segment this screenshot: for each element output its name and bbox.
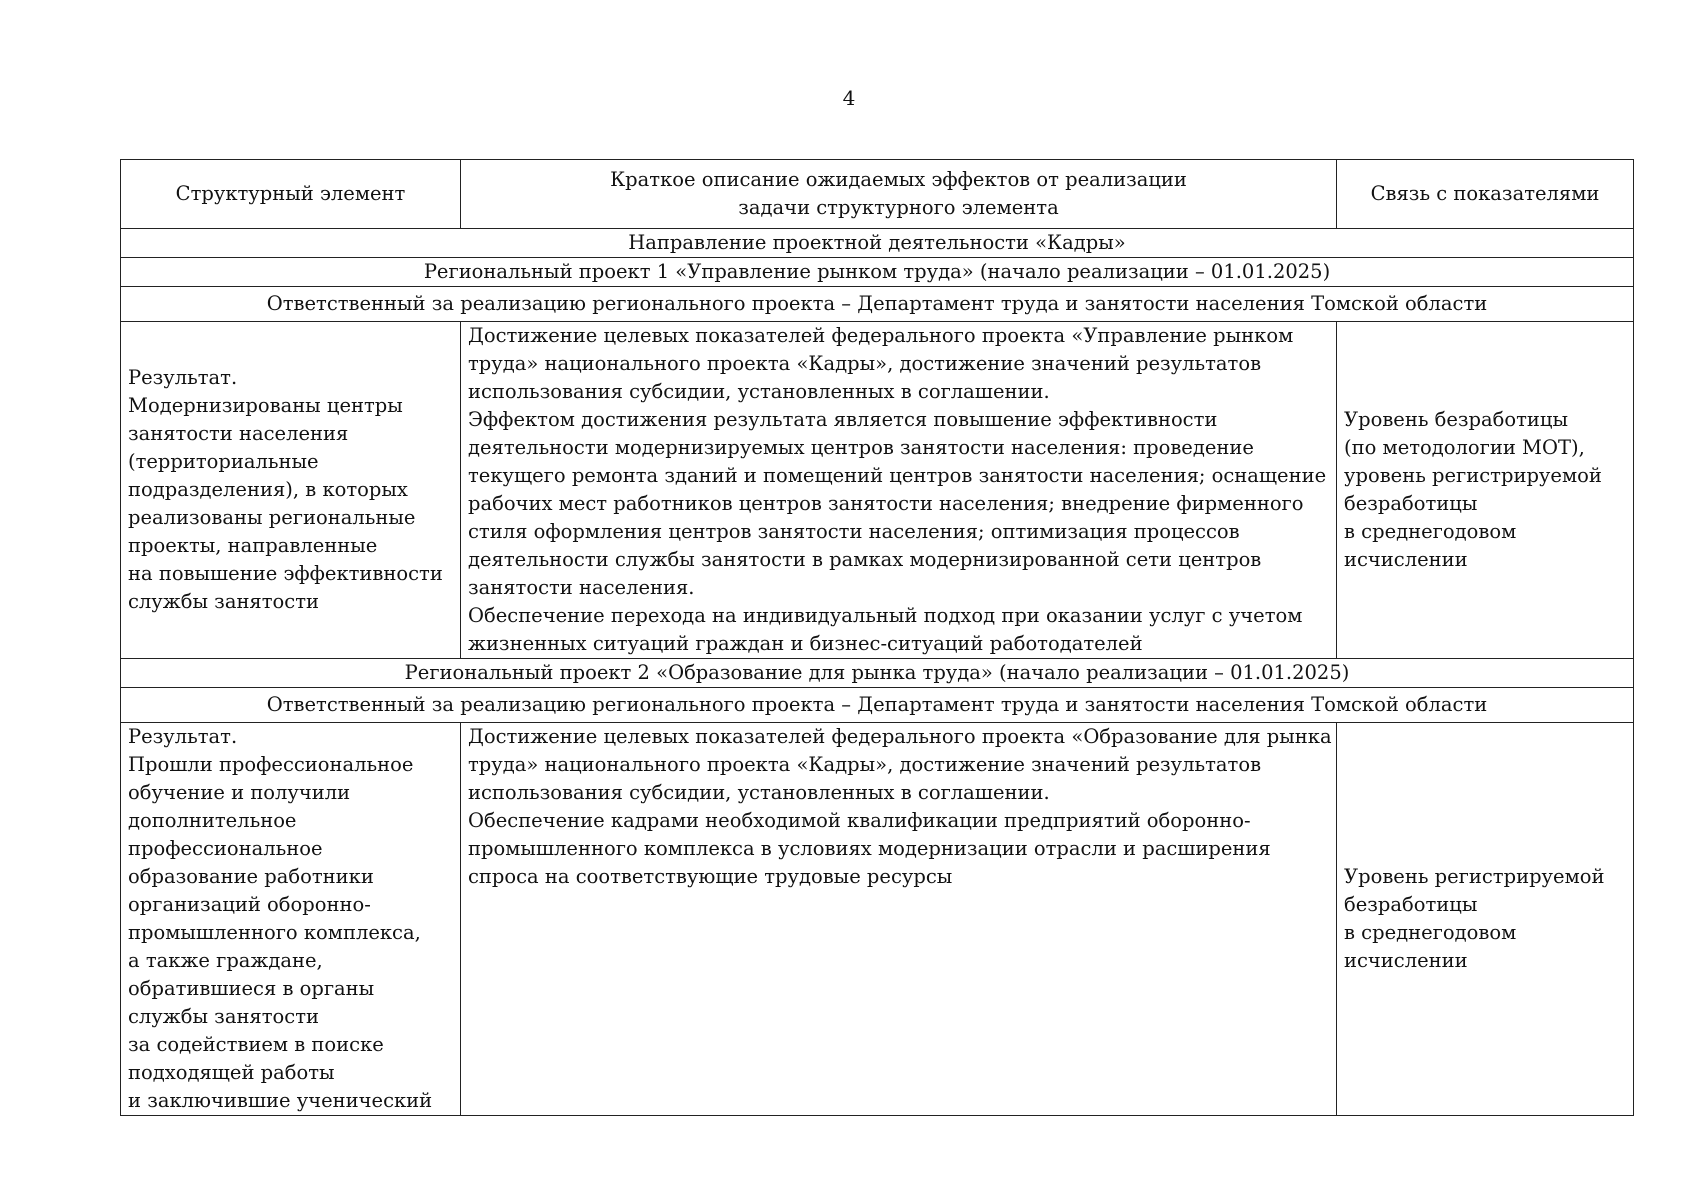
description-line: труда» национального проекта «Кадры», достижение значений результатов bbox=[468, 753, 1262, 776]
header-structural-element: Структурный элемент bbox=[121, 160, 461, 229]
description-line: использования субсидии, установленных в соглашении. bbox=[468, 781, 1050, 804]
indicator-line: безработицы bbox=[1344, 492, 1478, 515]
project1-responsible-row bbox=[121, 287, 1634, 322]
header-description bbox=[461, 160, 1337, 229]
page-number: 4 bbox=[842, 86, 856, 110]
indicator-line: Уровень безработицы bbox=[1344, 408, 1568, 431]
project2-description-cell bbox=[461, 723, 1337, 1116]
element-line: Результат. bbox=[128, 366, 238, 389]
element-line: Результат. bbox=[128, 725, 238, 748]
project2-element-cell bbox=[121, 723, 461, 1116]
element-line: подходящей работы bbox=[128, 1061, 335, 1084]
description-line: деятельности модернизируемых центров занятости населения: проведение bbox=[468, 436, 1254, 459]
indicator-line: уровень регистрируемой bbox=[1344, 464, 1602, 487]
element-line: обучение и получили bbox=[128, 781, 351, 804]
description-line: Эффектом достижения результата является повышение эффективности bbox=[468, 408, 1218, 431]
indicator-line: в среднегодовом bbox=[1344, 520, 1517, 543]
project1-responsible: Ответственный за реализацию регионального проекта – Департамент труда и занятости населения Томской области bbox=[121, 287, 1634, 322]
project2-responsible-row bbox=[121, 688, 1634, 723]
element-line: за содействием в поиске bbox=[128, 1033, 384, 1056]
description-line: труда» национального проекта «Кадры», достижение значений результатов bbox=[468, 352, 1262, 375]
element-line: (территориальные bbox=[128, 450, 319, 473]
header-indicators: Связь с показателями bbox=[1337, 160, 1634, 229]
element-line: службы занятости bbox=[128, 590, 319, 613]
description-line: промышленного комплекса в условиях модернизации отрасли и расширения bbox=[468, 837, 1271, 860]
description-line: использования субсидии, установленных в соглашении. bbox=[468, 380, 1050, 403]
project1-result-row bbox=[121, 322, 1634, 659]
description-line: Обеспечение перехода на индивидуальный подход при оказании услуг с учетом bbox=[468, 604, 1303, 627]
element-line: профессиональное bbox=[128, 837, 323, 860]
element-line: и заключившие ученический bbox=[128, 1089, 433, 1112]
project1-title: Региональный проект 1 «Управление рынком труда» (начало реализации – 01.01.2025) bbox=[121, 258, 1634, 287]
project2-responsible: Ответственный за реализацию регионального проекта – Департамент труда и занятости населения Томской области bbox=[121, 688, 1634, 723]
indicator-line: (по методологии МОТ), bbox=[1344, 436, 1585, 459]
description-line: Достижение целевых показателей федерального проекта «Управление рынком bbox=[468, 324, 1294, 347]
element-line: службы занятости bbox=[128, 1005, 319, 1028]
element-line: Прошли профессиональное bbox=[128, 753, 414, 776]
description-line: рабочих мест работников центров занятости населения; внедрение фирменного bbox=[468, 492, 1304, 515]
element-line: на повышение эффективности bbox=[128, 562, 443, 585]
project2-indicator-cell bbox=[1337, 723, 1634, 1116]
element-line: промышленного комплекса, bbox=[128, 921, 421, 944]
element-line: организаций оборонно- bbox=[128, 893, 371, 916]
indicator-line: Уровень регистрируемой bbox=[1344, 865, 1605, 888]
description-line: деятельности службы занятости в рамках модернизированной сети центров bbox=[468, 548, 1262, 571]
description-line: стиля оформления центров занятости населения; оптимизация процессов bbox=[468, 520, 1240, 543]
header-description-line: Краткое описание ожидаемых эффектов от реализации bbox=[610, 168, 1187, 191]
project2-title-row bbox=[121, 659, 1634, 688]
element-line: дополнительное bbox=[128, 809, 297, 832]
element-line: Модернизированы центры bbox=[128, 394, 403, 417]
direction-row bbox=[121, 229, 1634, 258]
direction-title: Направление проектной деятельности «Кадры» bbox=[121, 229, 1634, 258]
indicator-line: безработицы bbox=[1344, 893, 1478, 916]
indicator-line: в среднегодовом bbox=[1344, 921, 1517, 944]
project2-title: Региональный проект 2 «Образование для рынка труда» (начало реализации – 01.01.2025) bbox=[121, 659, 1634, 688]
project1-description-cell bbox=[461, 322, 1337, 659]
projects-table bbox=[120, 159, 1634, 1116]
element-line: проекты, направленные bbox=[128, 534, 378, 557]
project1-element-cell bbox=[121, 322, 461, 659]
description-line: Достижение целевых показателей федерального проекта «Образование для рынка bbox=[468, 725, 1332, 748]
element-line: подразделения), в которых bbox=[128, 478, 408, 501]
description-line: спроса на соответствующие трудовые ресурсы bbox=[468, 865, 953, 888]
element-line: образование работники bbox=[128, 865, 374, 888]
description-line: Обеспечение кадрами необходимой квалификации предприятий оборонно- bbox=[468, 809, 1251, 832]
description-line: занятости населения. bbox=[468, 576, 695, 599]
indicator-line: исчислении bbox=[1344, 949, 1468, 972]
project2-result-row bbox=[121, 723, 1634, 1116]
description-line: текущего ремонта зданий и помещений центров занятости населения; оснащение bbox=[468, 464, 1327, 487]
element-line: а также граждане, bbox=[128, 949, 323, 972]
element-line: занятости населения bbox=[128, 422, 349, 445]
project1-indicator-cell bbox=[1337, 322, 1634, 659]
element-line: реализованы региональные bbox=[128, 506, 416, 529]
indicator-line: исчислении bbox=[1344, 548, 1468, 571]
table-header-row bbox=[121, 160, 1634, 229]
element-line: обратившиеся в органы bbox=[128, 977, 375, 1000]
description-line: жизненных ситуаций граждан и бизнес-ситуаций работодателей bbox=[468, 632, 1143, 655]
header-description-line: задачи структурного элемента bbox=[738, 196, 1059, 219]
project1-title-row bbox=[121, 258, 1634, 287]
